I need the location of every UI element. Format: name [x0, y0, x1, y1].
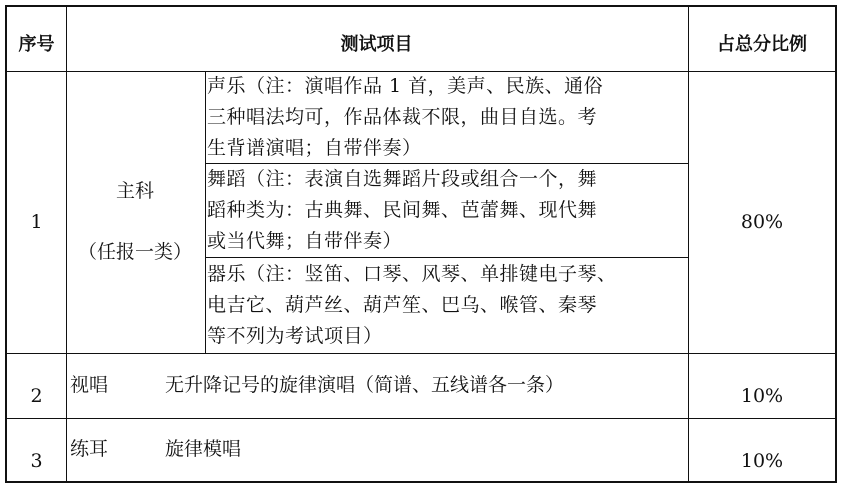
row-1-category: 主科 [115, 180, 154, 202]
row-1-category-note: （任报一类） [77, 241, 192, 263]
row-2-pct: 10% [740, 385, 784, 407]
subrow-divider-2 [205, 257, 688, 258]
subitem-instrument-line: 电吉它、葫芦丝、葫芦笙、巴乌、喉管、秦琴 [207, 294, 598, 316]
header-no: 序号 [18, 34, 55, 55]
subitem-vocal-line: 声乐（注：演唱作品 1 首，美声、民族、通俗 [207, 75, 604, 97]
subitem-dance-line: 蹈种类为：古典舞、民间舞、芭蕾舞、现代舞 [207, 199, 598, 221]
subitem-dance-line: 或当代舞；自带伴奏） [207, 230, 403, 252]
subitem-vocal-line: 三种唱法均可，作品体裁不限，曲目自选。考 [207, 106, 598, 128]
row-2-no: 2 [30, 385, 43, 407]
header-pct: 占总分比例 [717, 34, 807, 55]
subitem-vocal-line: 生背谱演唱；自带伴奏） [207, 137, 422, 159]
row-divider-1 [7, 353, 835, 354]
row-2-name: 视唱 [70, 374, 109, 396]
col-divider-2 [205, 71, 206, 353]
row-2-desc: 无升降记号的旋律演唱（简谱、五线谱各一条） [165, 374, 565, 396]
row-3-pct: 10% [740, 450, 784, 472]
row-1-pct: 80% [740, 211, 784, 233]
subitem-dance [207, 164, 689, 257]
row-3-name: 练耳 [70, 438, 109, 460]
subitem-instrument [207, 259, 689, 352]
row-3-desc: 旋律模唱 [165, 438, 242, 460]
subitem-instrument-line: 器乐（注：竖笛、口琴、风琴、单排键电子琴、 [207, 263, 617, 285]
row-divider-2 [7, 418, 835, 419]
row-3-no: 3 [30, 450, 43, 472]
subitem-dance-line: 舞蹈（注：表演自选舞蹈片段或组合一个，舞 [207, 168, 598, 190]
subitem-vocal [207, 71, 689, 164]
header-item: 测试项目 [340, 34, 413, 55]
row-1-no: 1 [30, 211, 43, 233]
subitem-instrument-line: 等不列为考试项目） [207, 325, 383, 347]
